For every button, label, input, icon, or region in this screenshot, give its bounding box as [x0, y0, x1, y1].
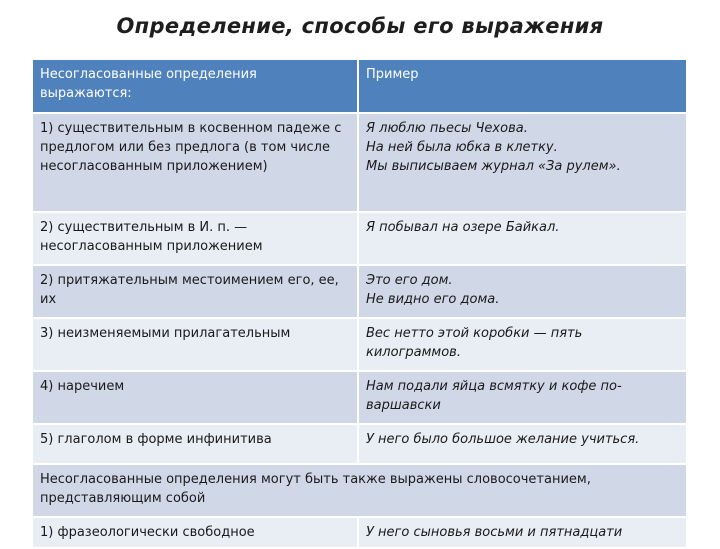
header-means: Несогласованные определения выражаются:: [32, 59, 358, 113]
table-row: [32, 265, 687, 318]
means-cell: 3) неизменяемыми прилагательным: [32, 318, 358, 371]
means-cell: 1) фразеологически свободное: [32, 517, 358, 548]
example-cell: У него сыновья восьми и пятнадцати: [358, 517, 687, 548]
example-cell: Это его дом. Не видно его дома.: [358, 265, 687, 318]
header-example: Пример: [358, 59, 687, 113]
table-header-row: [32, 59, 687, 113]
definitions-table: [31, 58, 688, 549]
means-cell: 2) притяжательным местоимением его, ее, их: [32, 265, 358, 318]
means-cell: 1) существительным в косвенном падеже с предлогом или без предлога (в том числе несогласованным приложением): [32, 113, 358, 212]
example-cell: Вес нетто этой коробки — пять килограммов.: [358, 318, 687, 371]
table-row: [32, 517, 687, 548]
means-cell: 5) глаголом в форме инфинитива: [32, 424, 358, 464]
example-cell: Я побывал на озере Байкал.: [358, 212, 687, 265]
page-title: Определение, способы его выражения: [116, 14, 604, 38]
table-row: [32, 424, 687, 464]
means-cell: 2) существительным в И. п. — несогласованным приложением: [32, 212, 358, 265]
example-cell: Я люблю пьесы Чехова. На ней была юбка в клетку. Мы выписываем журнал «За рулем».: [358, 113, 687, 212]
table-row: [32, 212, 687, 265]
example-cell: У него было большое желание учиться.: [358, 424, 687, 464]
table-row: [32, 113, 687, 212]
table-row: [32, 371, 687, 424]
means-cell: 4) наречием: [32, 371, 358, 424]
table-row: [32, 318, 687, 371]
table-note-row: [32, 464, 687, 517]
example-cell: Нам подали яйца всмятку и кофе по-варшавски: [358, 371, 687, 424]
note-cell: Несогласованные определения могут быть также выражены словосочетанием, представляющим собой: [32, 464, 687, 517]
